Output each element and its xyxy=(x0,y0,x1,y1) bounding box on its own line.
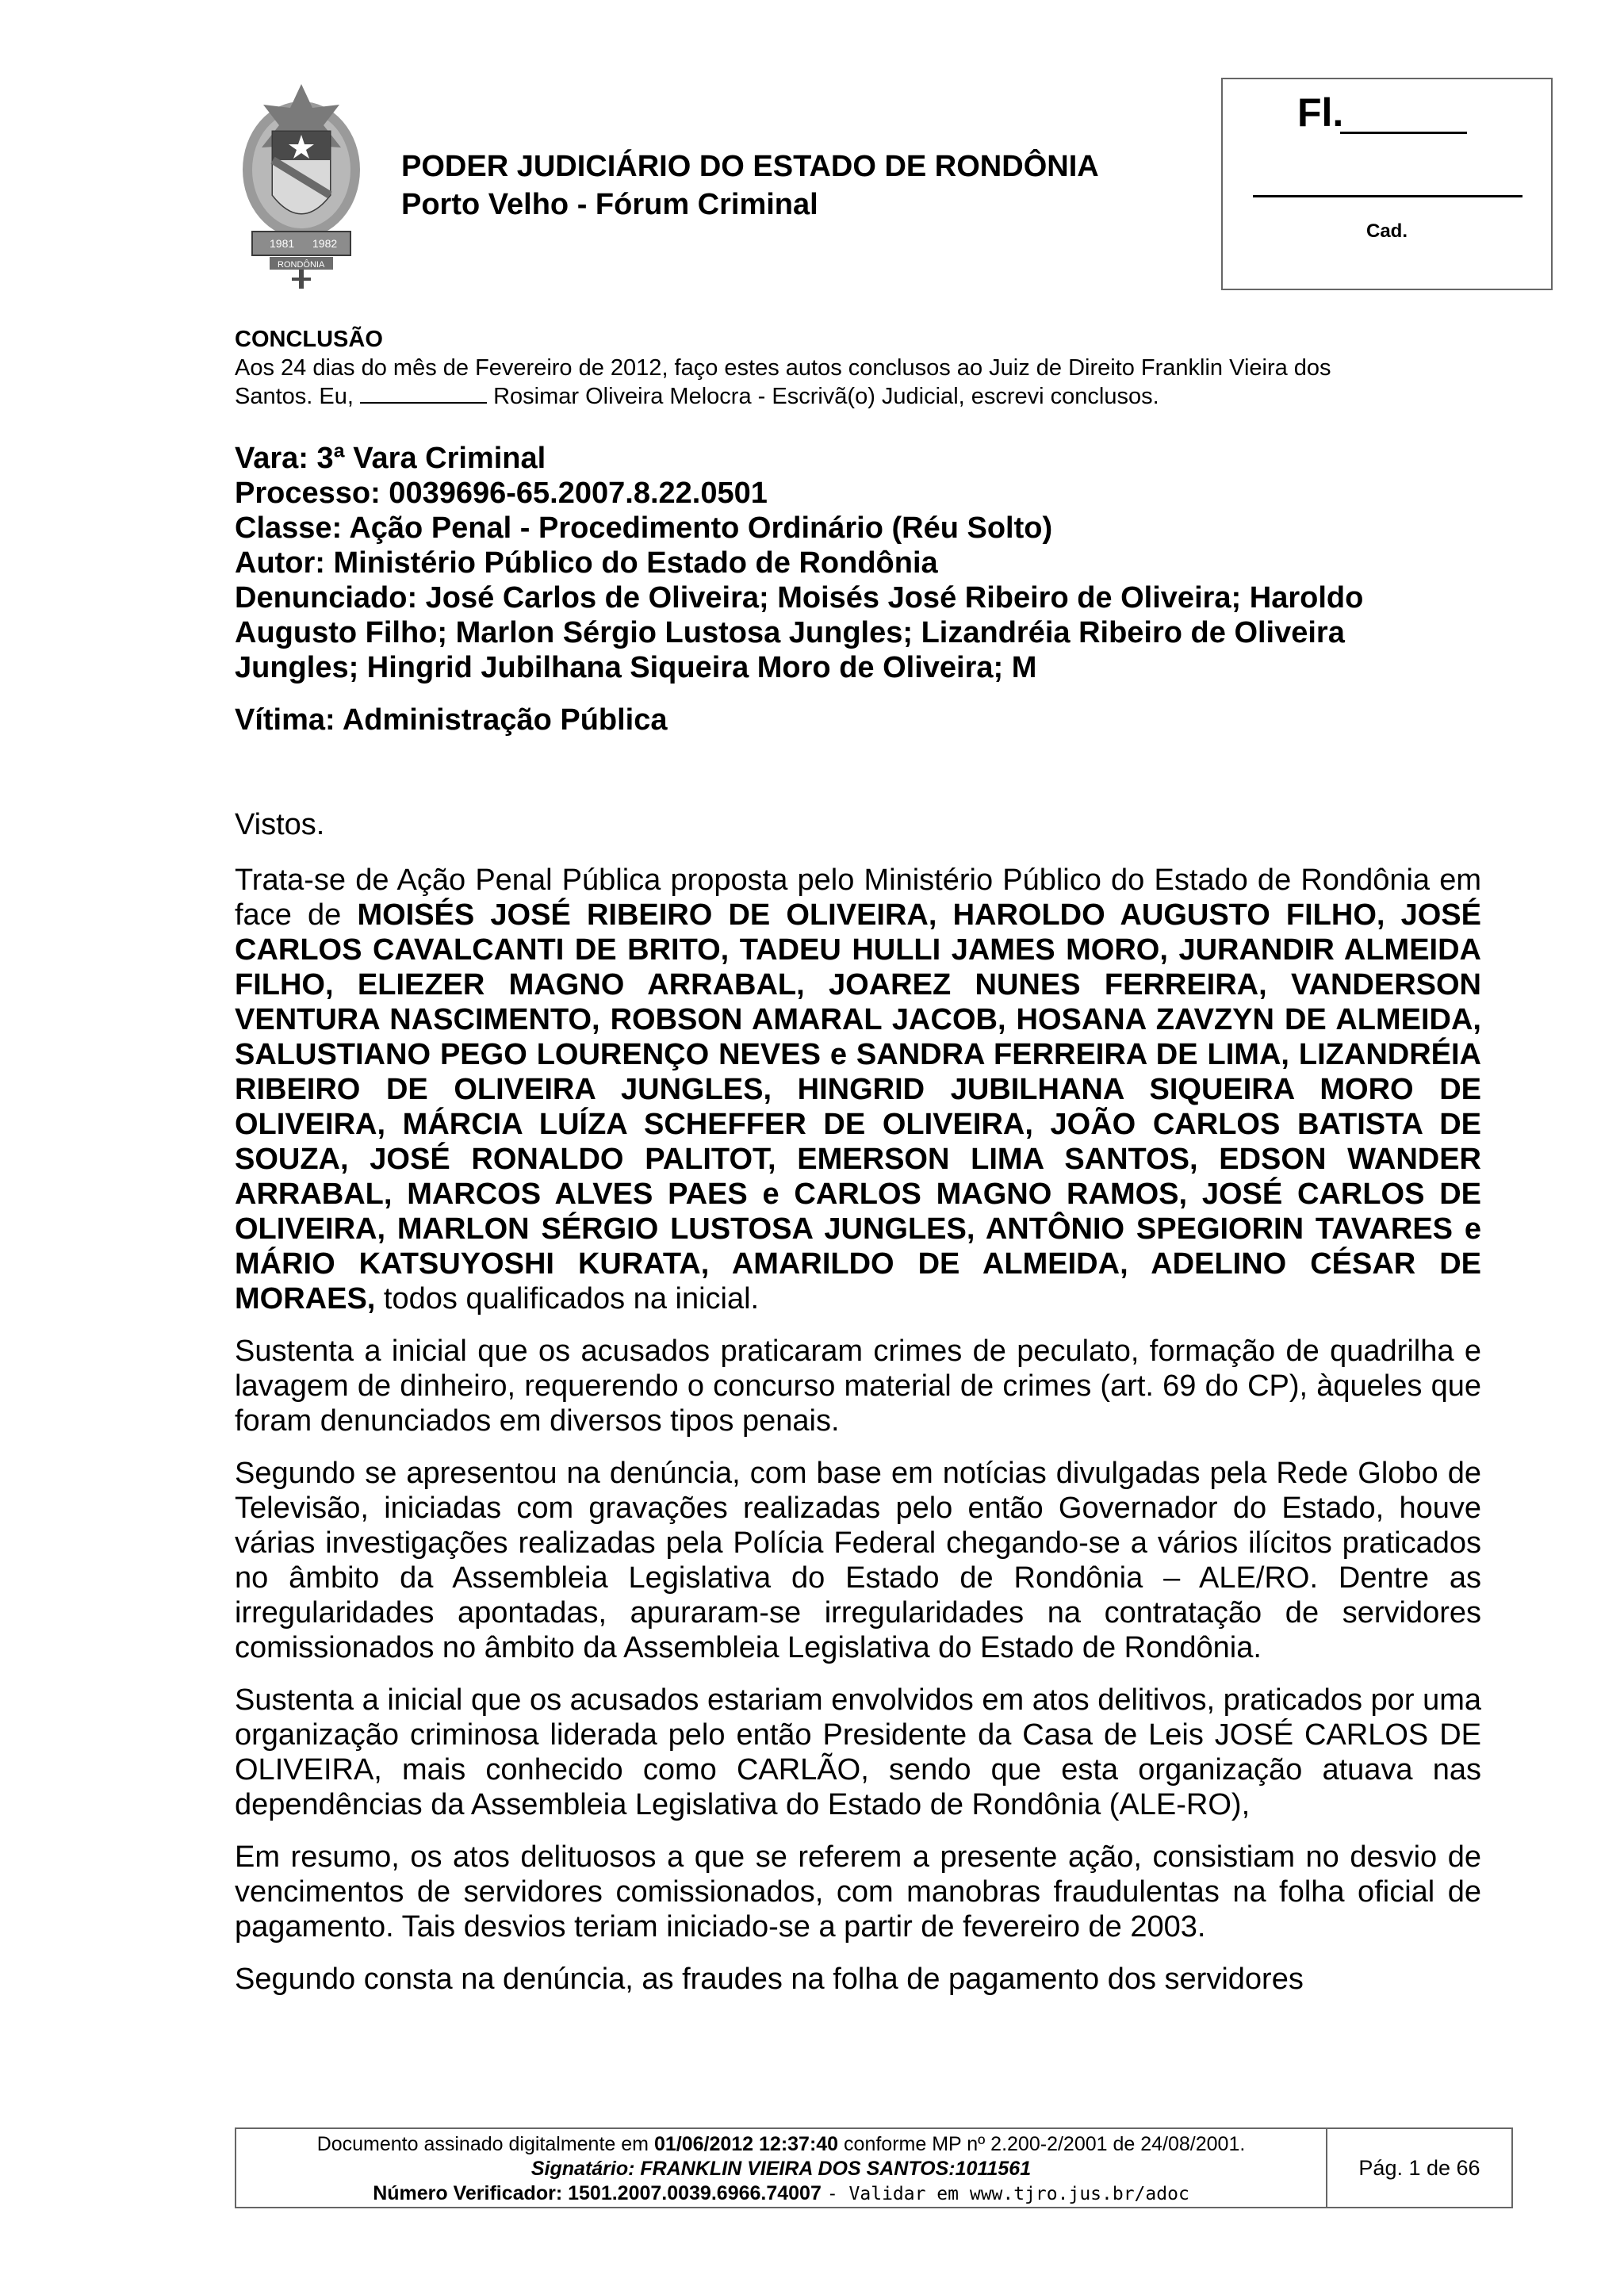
court-name: PODER JUDICIÁRIO DO ESTADO DE RONDÔNIA xyxy=(401,150,1099,183)
verificador-line xyxy=(236,2181,1326,2207)
coat-of-arms-seal xyxy=(238,76,365,290)
case-autor: Autor: Ministério Público do Estado de Rondônia xyxy=(235,546,938,580)
defendants-list: MOISÉS JOSÉ RIBEIRO DE OLIVEIRA, HAROLDO AUGUSTO FILHO, JOSÉ CARLOS CAVALCANTI DE BRITO, TADEU HULLI JAMES MORO, JURANDIR ALMEIDA FILHO, ELIEZER MAGNO ARRABAL, JOAREZ NUNES FERREIRA, VANDERSON VENTURA NASCIMENTO, ROBSON AMARAL JACOB, HOSANA ZAVZYN DE ALMEIDA, SALUSTIANO PEGO LOURENÇO NEVES e SANDRA FERREIRA DE LIMA, LIZANDRÉIA RIBEIRO DE OLIVEIRA JUNGLES, HINGRID JUBILHANA SIQUEIRA MORO DE OLIVEIRA, MÁRCIA LUÍZA SCHEFFER DE OLIVEIRA, JOÃO CARLOS BATISTA DE SOUZA, JOSÉ RONALDO PALITOT, EMERSON LIMA SANTOS, EDSON WANDER ARRABAL, MARCOS ALVES PAES e CARLOS MAGNO RAMOS, JOSÉ CARLOS DE OLIVEIRA, MARLON SÉRGIO LUSTOSA JUNGLES, ANTÔNIO SPEGIORIN TAVARES e MÁRIO KATSUYOSHI KURATA, AMARILDO DE ALMEIDA, ADELINO CÉSAR DE MORAES, xyxy=(235,898,1481,1316)
seal-year-left: 1981 xyxy=(270,237,295,250)
case-denunciado-1: Denunciado: José Carlos de Oliveira; Moisés José Ribeiro de Oliveira; Haroldo xyxy=(235,581,1364,615)
conclusao-line-1: Aos 24 dias do mês de Fevereiro de 2012, faço estes autos conclusos ao Juiz de Direito Franklin Vieira dos xyxy=(235,355,1331,381)
conclusao-line-2-start: Santos. Eu, xyxy=(235,384,354,409)
case-vitima: Vítima: Administração Pública xyxy=(235,703,668,737)
case-vara: Vara: 3ª Vara Criminal xyxy=(235,442,546,475)
case-info xyxy=(235,441,1503,737)
page-number: Pág. 1 de 66 xyxy=(1358,2155,1480,2180)
signed-mp: conforme MP nº 2.200-2/2001 de 24/08/2001. xyxy=(844,2133,1246,2155)
cad-label: Cad. xyxy=(1365,220,1408,242)
conclusao-line-2-end: Rosimar Oliveira Melocra - Escrivã(o) Judicial, escrevi conclusos. xyxy=(493,384,1159,409)
conclusao-title: CONCLUSÃO xyxy=(235,327,383,352)
case-classe: Classe: Ação Penal - Procedimento Ordinário (Réu Solto) xyxy=(235,511,1053,545)
case-processo: Processo: 0039696-65.2007.8.22.0501 xyxy=(235,477,768,510)
signature-footer xyxy=(235,2127,1513,2208)
signatario-text: Signatário: FRANKLIN VIEIRA DOS SANTOS:1011561 xyxy=(530,2158,1032,2180)
folio-number-line xyxy=(1340,132,1467,134)
conclusao-line-2 xyxy=(235,382,1480,411)
court-unit: Porto Velho - Fórum Criminal xyxy=(401,188,818,221)
conclusao-section xyxy=(235,325,1480,411)
paragraph-3: Segundo se apresentou na denúncia, com base em notícias divulgadas pela Rede Globo de Televisão, iniciadas com gravações realizadas pelo então Governador do Estado, houve várias investigações realizadas pela Polícia Federal chegando-se a vários ilícitos praticados no âmbito da Assembleia Legislativa do Estado de Rondônia – ALE/RO. Dentre as irregularidades apontadas, apuraram-se irregularidades na contratação de servidores comissionados no âmbito da Assembleia Legislativa do Estado de Rondônia. xyxy=(235,1457,1481,1664)
signatario xyxy=(236,2157,1326,2181)
case-denunciado-2: Augusto Filho; Marlon Sérgio Lustosa Jungles; Lizandréia Ribeiro de Oliveira xyxy=(235,616,1345,649)
paragraph-1-end: todos qualificados na inicial. xyxy=(383,1282,760,1316)
verificador-number: Número Verificador: 1501.2007.0039.6966.74007 xyxy=(373,2182,822,2204)
validar-link[interactable]: - Validar em www.tjro.jus.br/adoc xyxy=(826,2184,1189,2204)
vistos: Vistos. xyxy=(235,808,325,841)
signed-date: 01/06/2012 12:37:40 xyxy=(653,2133,839,2155)
seal-ribbon-text: RONDÔNIA xyxy=(278,260,325,270)
paragraph-5: Em resumo, os atos delituosos a que se referem a presente ação, consistiam no desvio de vencimentos de servidores comissionados, com manobras fraudulentas na folha oficial de pagamento. Tais desvios teriam iniciado-se a partir de fevereiro de 2003. xyxy=(235,1840,1481,1944)
cad-signature-line xyxy=(1253,195,1522,197)
signature-blank xyxy=(360,402,487,404)
seal-year-right: 1982 xyxy=(312,237,338,250)
paragraph-1-intro: Trata-se de Ação Penal Pública proposta pelo Ministério Público do Estado de Rondônia em face de xyxy=(235,864,1481,932)
case-denunciado-3: Jungles; Hingrid Jubilhana Siqueira Moro de Oliveira; M xyxy=(235,651,1037,684)
signed-line xyxy=(236,2132,1326,2157)
paragraph-6: Segundo consta na denúncia, as fraudes na folha de pagamento dos servidores xyxy=(235,1963,1304,1996)
signed-text: Documento assinado digitalmente em xyxy=(316,2133,649,2155)
decision-body xyxy=(235,807,1481,2014)
folio-box xyxy=(1221,78,1553,290)
signature-info xyxy=(236,2129,1327,2207)
paragraph-2: Sustenta a inicial que os acusados praticaram crimes de peculato, formação de quadrilha e lavagem de dinheiro, requerendo o concurso material de crimes (art. 69 do CP), àqueles que foram denunciados em diversos tipos penais. xyxy=(235,1335,1481,1438)
paragraph-4: Sustenta a inicial que os acusados estariam envolvidos em atos delitivos, praticados por uma organização criminosa liderada pelo então Presidente da Casa de Leis JOSÉ CARLOS DE OLIVEIRA, mais conhecido como CARLÃO, sendo que esta organização atuava nas dependências da Assembleia Legislativa do Estado de Rondônia (ALE-RO), xyxy=(235,1683,1481,1821)
paragraph-1 xyxy=(235,863,1481,1316)
folio-label: Fl. xyxy=(1297,90,1344,135)
